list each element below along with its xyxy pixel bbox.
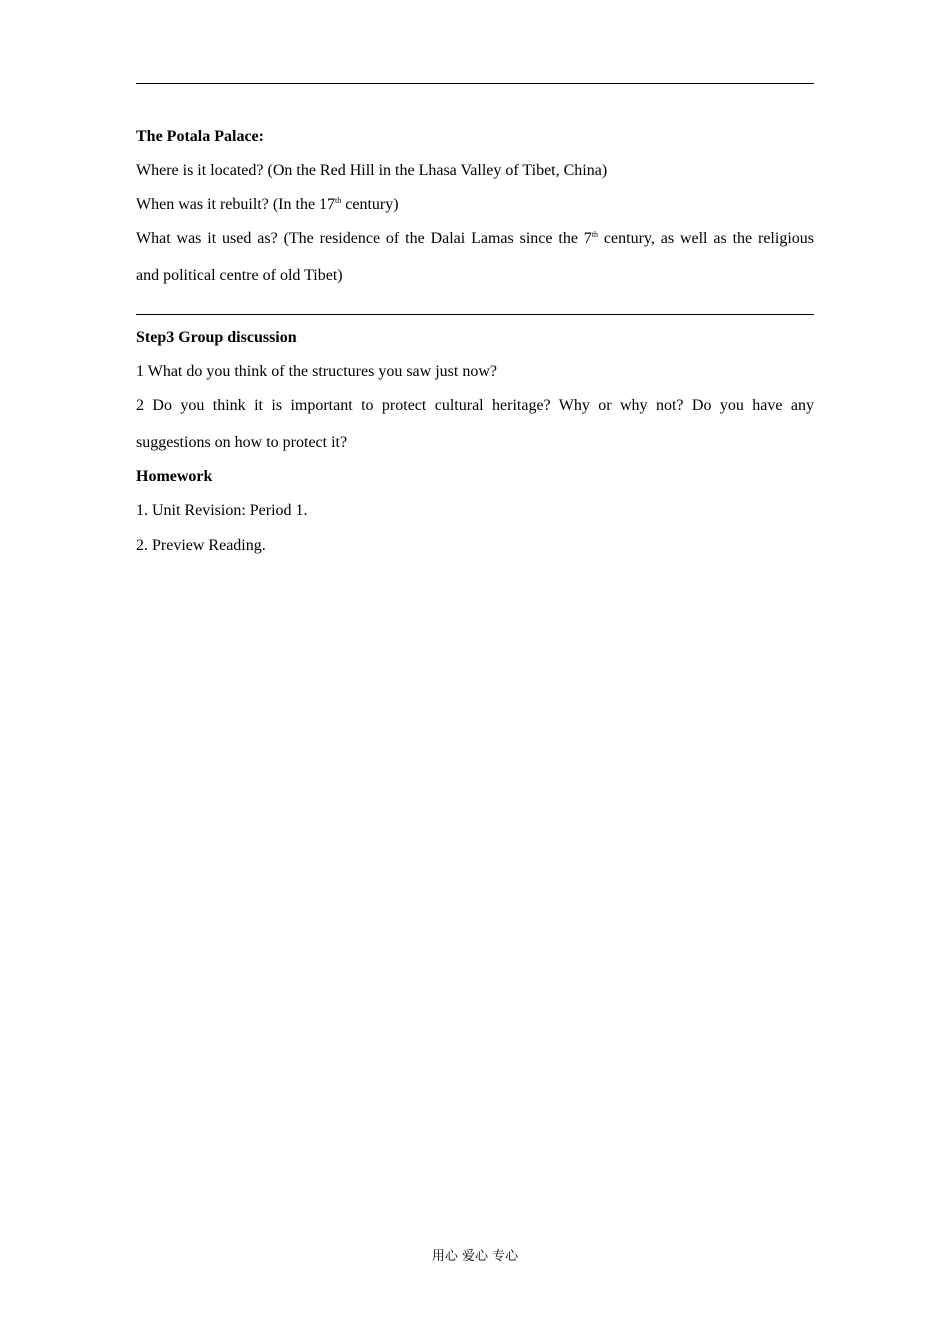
- rebuilt-text-end: century): [341, 196, 399, 213]
- potala-question-usage: [136, 229, 814, 249]
- potala-heading: The Potala Palace:: [136, 128, 264, 145]
- usage-text-end: century, as well as the religious: [598, 230, 814, 247]
- usage-text: What was it used as? (The residence of the Dalai Lamas since the 7: [136, 230, 592, 247]
- potala-question-usage-continued: and political centre of old Tibet): [136, 267, 343, 284]
- homework-heading: Homework: [136, 468, 213, 485]
- page-footer: 用心 爱心 专心: [431, 1249, 519, 1264]
- step3-heading: Step3 Group discussion: [136, 329, 297, 346]
- potala-question-location: Where is it located? (On the Red Hill in the Lhasa Valley of Tibet, China): [136, 162, 608, 179]
- top-divider: [136, 83, 814, 84]
- potala-question-rebuilt: [136, 195, 814, 215]
- homework-item-1: 1. Unit Revision: Period 1.: [136, 502, 308, 519]
- discussion-item-2-continued: suggestions on how to protect it?: [136, 434, 348, 451]
- usage-ordinal: th: [591, 230, 599, 239]
- discussion-item-1: 1 What do you think of the structures you saw just now?: [136, 363, 497, 380]
- middle-divider: [136, 314, 814, 315]
- discussion-item-2: 2 Do you think it is important to protect cultural heritage? Why or why not? Do you have any: [136, 397, 814, 414]
- homework-item-2: 2. Preview Reading.: [136, 537, 266, 554]
- rebuilt-ordinal: th: [335, 196, 342, 205]
- rebuilt-text: When was it rebuilt? (In the 17: [136, 196, 336, 213]
